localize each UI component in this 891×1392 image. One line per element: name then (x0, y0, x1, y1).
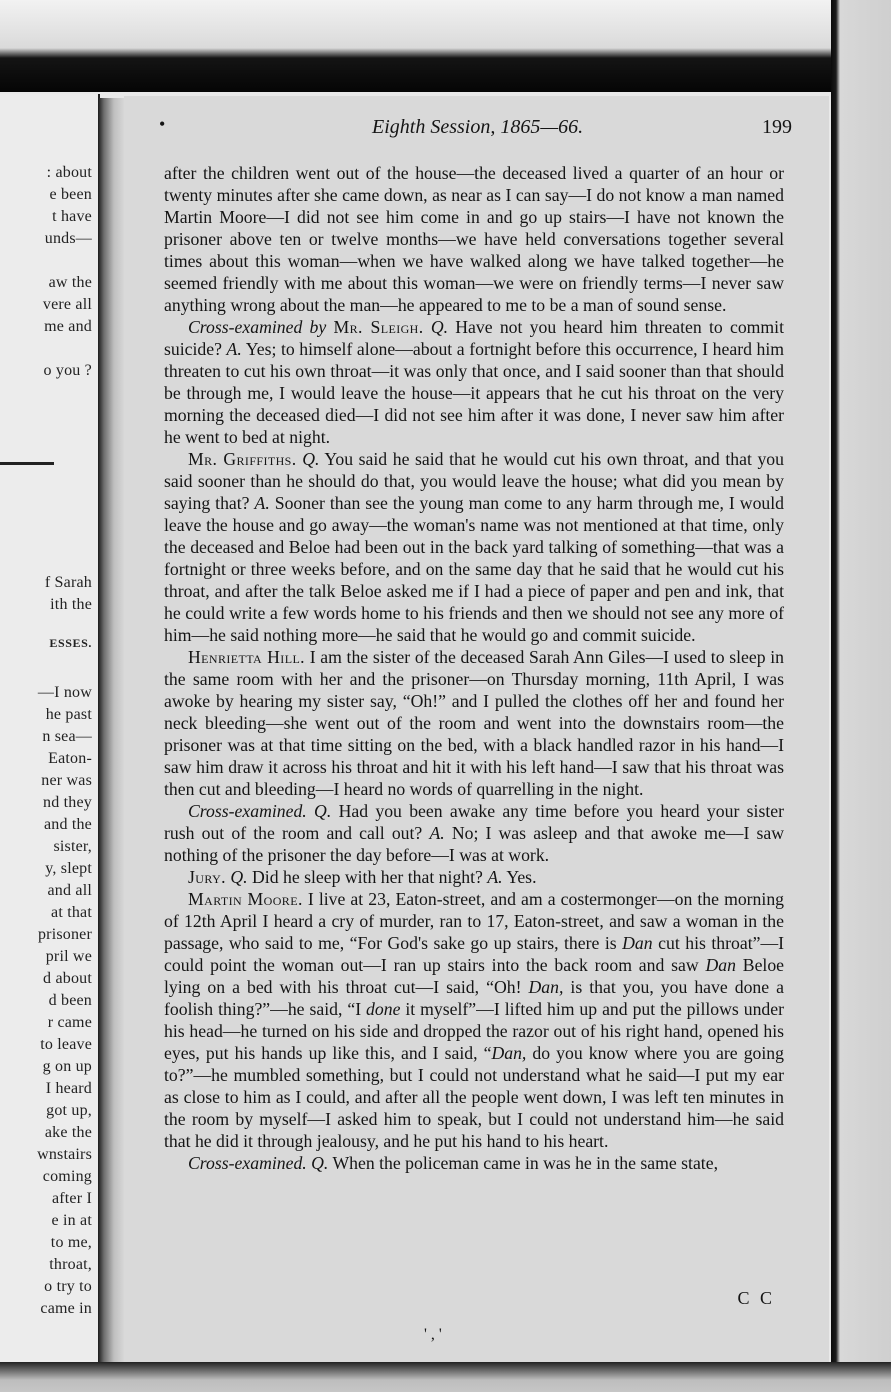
page-number: 199 (762, 116, 792, 138)
speaker-name: Jury. (188, 867, 226, 887)
left-page-line: he past (45, 706, 92, 723)
left-page-line: I heard (45, 1080, 92, 1097)
speaker-name: Henrietta Hill. (188, 647, 305, 667)
left-page-line: coming (42, 1168, 92, 1185)
left-page-line: throat, (49, 1256, 92, 1273)
left-page-line: : about (46, 164, 92, 181)
right-page (124, 96, 829, 1362)
left-page-line: y, slept (45, 860, 92, 877)
left-page-line: nd they (43, 794, 92, 811)
paragraph-jury: Jury. Q. Did he sleep with her that night? A. Yes. (188, 867, 537, 887)
left-page-line: t have (52, 208, 92, 225)
speaker-name: Martin Moore. (188, 889, 303, 909)
paragraph-henrietta-hill: Henrietta Hill. I am the sister of the deceased Sarah Ann Giles—I used to sleep in the same room with her and the prisoner—on Thursday morning, 11th April, I was awoke by hearing my sister say, “Oh!” and I pulled the clothes off her and found her neck bleeding—she went out of the room and went into the downstairs room—the prisoner was at that time sitting on the bed, with a black handled razor in his hand—I saw him draw it across his throat and hit it with his left hand—I saw that his throat was then cut and bleeding—I heard no words of quarrelling in the night. (164, 647, 785, 799)
left-page-line: pril we (45, 948, 92, 965)
left-page-line: —I now (37, 684, 92, 701)
left-page-line: after I (51, 1190, 92, 1207)
left-page-line: ake the (44, 1124, 92, 1141)
left-page-fragment (0, 94, 100, 1366)
paragraph-cross-examination-sleigh: Cross-examined by Mr. Sleigh. Q. Have not you heard him threaten to commit suicide? A. Yes; to himself alone—about a fortnight before this occurrence, I heard him threaten to cut his own throat—it was only that once, and I said sooner than that should be through me, I would leave the house—it appears that he cut his throat on the very morning the deceased died—I did not see him after it was done, I never saw him after he went to bed at night. (164, 317, 785, 447)
scan-right-edge (831, 0, 891, 1392)
left-page-line: got up, (46, 1102, 92, 1119)
scan-bottom-edge (0, 1362, 891, 1392)
left-page-line: wnstairs (37, 1146, 92, 1163)
left-page-line: and the (43, 816, 92, 833)
paragraph-cross-examined-hill: Cross-examined. Q. Had you been awake any time before you heard your sister rush out of the room and call out? A. No; I was asleep and that awoke me—I saw nothing of the prisoner the day before—I was at work. (164, 801, 785, 865)
left-page-line: ith the (50, 596, 92, 613)
left-page-line: ESSES. (49, 636, 92, 650)
left-page-line: sister, (53, 838, 92, 855)
section-rule (0, 462, 54, 465)
left-page-line: vere all (42, 296, 92, 313)
book-gutter (98, 98, 124, 1364)
left-page-line: me and (44, 318, 92, 335)
signature-mark: C C (737, 1288, 775, 1308)
paragraph-testimony-continued: after the children went out of the house—the deceased lived a quarter of an hour or twenty minutes after she came down, as near as I can say—I do not know a man named Martin Moore—I did not see him come in and go up stairs—I have not known the prisoner above ten or twelve months—we have held conversations together several times about this woman—when we have walked along we have talked together—he seemed friendly with me about this woman—we were on friendly terms—I never saw anything wrong about the man—he appeared to me to be a man of sound sense. (164, 163, 784, 315)
left-page-line: e been (49, 186, 92, 203)
paragraph-griffiths: Mr. Griffiths. Q. You said he said that he would cut his own throat, and that you said sooner than he should do that, you would leave the house; what did you mean by saying that? A. Sooner than see the young man come to any harm through me, I would leave the house and go away—the woman's name was not mentioned at that time, only the deceased and Beloe had been out in the back yard talking of something—that was a fortnight or three weeks before, and on the same day that he said that he would cut his throat, and after the talk Beloe asked me if I had a piece of paper and pen and ink, that he could write a few words home to his friends and then we should not see any more of him—he said nothing more—he said that he would go and commit suicide. (164, 449, 785, 645)
left-page-line: o try to (44, 1278, 92, 1295)
speaker-name: Mr. Sleigh. (333, 317, 424, 337)
page-header (152, 116, 792, 140)
paragraph-cross-examined-moore: Cross-examined. Q. When the policeman came in was he in the same state, (188, 1153, 718, 1173)
left-page-line: Eaton- (48, 750, 92, 767)
left-page-line: aw the (48, 274, 92, 291)
running-title: Eighth Session, 1865—66. (372, 116, 584, 138)
left-page-line: n sea— (42, 728, 92, 745)
header-dot: • (159, 114, 166, 134)
page-body (164, 162, 784, 1174)
left-page-line: g on up (42, 1058, 92, 1075)
left-page-line: d about (43, 970, 92, 987)
left-page-line: ner was (41, 772, 92, 789)
left-page-line: e in at (51, 1212, 92, 1229)
left-page-line: prisoner (37, 926, 92, 943)
left-page-line: to leave (40, 1036, 92, 1053)
paragraph-martin-moore: Martin Moore. I live at 23, Eaton-street, and am a costermonger—on the morning of 12th April I heard a cry of murder, ran to 17, Eaton-street, and saw a woman in the passage, who said to me, “For God's sake go up stairs, there is Dan cut his throat”—I could point the woman out—I ran up stairs into the back room and saw Dan Beloe lying on a bed with his throat cut—I said, “Oh! Dan, is that you, you have done a foolish thing?”—he said, “I done it myself”—I lifted him up and put the pillows under his head—he turned on his side and dropped the razor out of his right hand, opened his eyes, put his hands up like this, and I said, “Dan, do you know where you are going to?”—he mumbled something, but I could not understand what he said—I put my ear as close to him as I could, and after all the people went down, I was left ten minutes in the room by myself—I asked him to speak, but I could not understand him—he said that he did it through jealousy, and he put his hand to his heart. (164, 889, 785, 1151)
left-page-line: f Sarah (44, 574, 92, 591)
left-page-line: d been (48, 992, 92, 1009)
left-page-line: to me, (50, 1234, 92, 1251)
scan-top-edge (0, 0, 891, 92)
left-page-line: r came (47, 1014, 92, 1031)
left-page-line: unds— (44, 230, 92, 247)
footer-marks: ' , ' (424, 1326, 442, 1343)
left-page-line: at that (51, 904, 92, 921)
left-page-line: and all (47, 882, 92, 899)
speaker-name: Mr. Griffiths. (188, 449, 297, 469)
left-page-line: o you ? (43, 362, 92, 379)
left-page-line: came in (40, 1300, 92, 1317)
